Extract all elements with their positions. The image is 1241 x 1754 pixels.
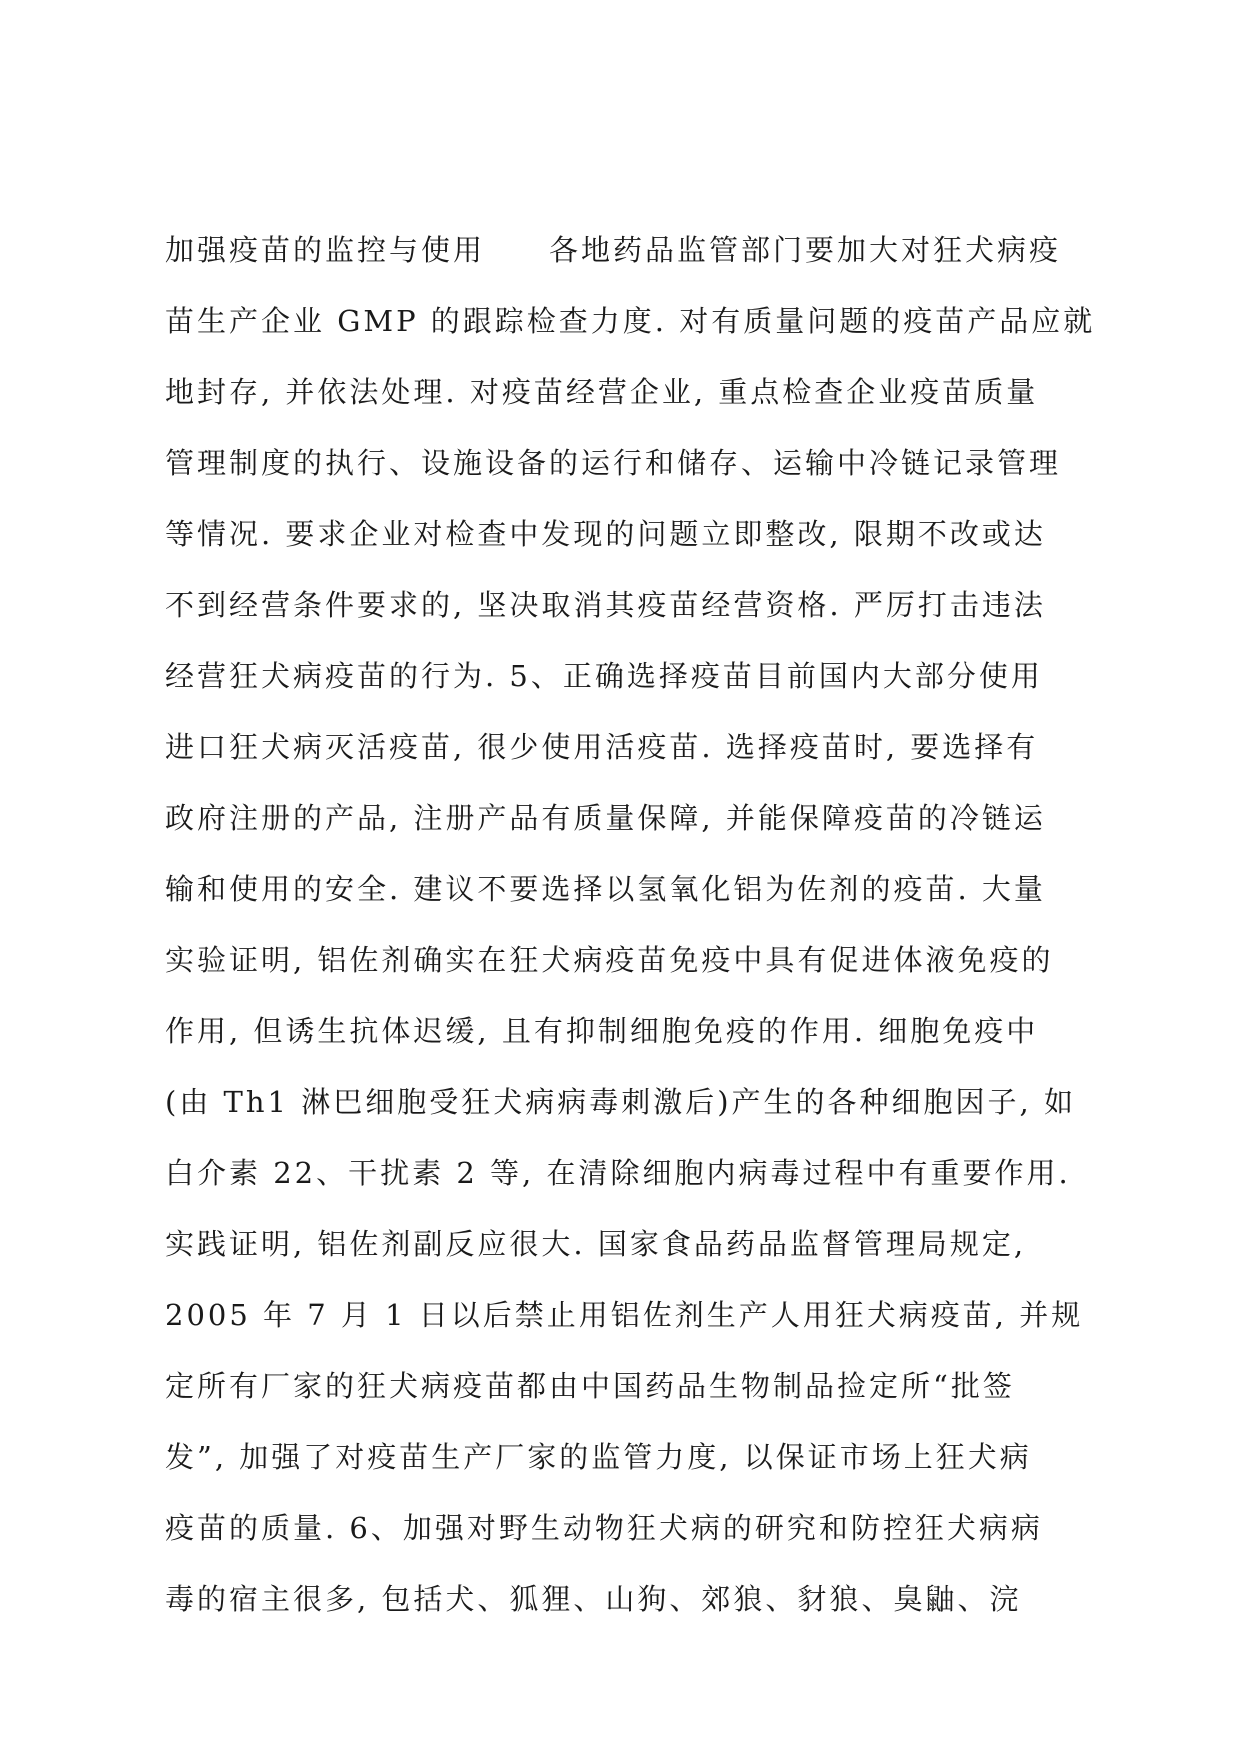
text-line-5: 等情况. 要求企业对检查中发现的问题立即整改, 限期不改或达	[165, 517, 1046, 551]
text-line-15: 实践证明, 铝佐剂副反应很大. 国家食品药品监督管理局规定,	[165, 1227, 1027, 1261]
body-text	[165, 226, 1095, 1646]
text-line-11: 实验证明, 铝佐剂确实在狂犬病疫苗免疫中具有促进体液免疫的	[165, 943, 1054, 977]
text-line-8: 进口狂犬病灭活疫苗, 很少使用活疫苗. 选择疫苗时, 要选择有	[165, 730, 1039, 764]
text-line-2: 苗生产企业 GMP 的跟踪检查力度. 对有质量问题的疫苗产品应就	[165, 304, 1096, 338]
text-line-4: 管理制度的执行、设施设备的运行和储存、运输中冷链记录管理	[165, 446, 1062, 480]
text-line-10: 输和使用的安全. 建议不要选择以氢氧化铝为佐剂的疫苗. 大量	[165, 872, 1046, 906]
text-line-14: 白介素 22、干扰素 2 等, 在清除细胞内病毒过程中有重要作用.	[165, 1156, 1071, 1190]
text-line-7: 经营狂犬病疫苗的行为. 5、正确选择疫苗目前国内大部分使用	[165, 659, 1043, 693]
text-line-20: 毒的宿主很多, 包括犬、狐狸、山狗、郊狼、豺狼、臭鼬、浣	[165, 1582, 1022, 1616]
text-line-9: 政府注册的产品, 注册产品有质量保障, 并能保障疫苗的冷链运	[165, 801, 1046, 835]
text-line-19: 疫苗的质量. 6、加强对野生动物狂犬病的研究和防控狂犬病病	[165, 1511, 1043, 1545]
text-line-3: 地封存, 并依法处理. 对疫苗经营企业, 重点检查企业疫苗质量	[165, 375, 1039, 409]
text-line-16: 2005 年 7 月 1 日以后禁止用铝佐剂生产人用狂犬病疫苗, 并规	[165, 1298, 1084, 1332]
text-line-6: 不到经营条件要求的, 坚决取消其疫苗经营资格. 严厉打击违法	[165, 588, 1046, 622]
text-line-1: 加强疫苗的监控与使用 各地药品监管部门要加大对狂犬病疫	[165, 233, 1062, 267]
text-line-18: 发”, 加强了对疫苗生产厂家的监管力度, 以保证市场上狂犬病	[165, 1440, 1032, 1474]
text-line-13: (由 Th1 淋巴细胞受狂犬病病毒刺激后)产生的各种细胞因子, 如	[165, 1085, 1076, 1119]
text-line-12: 作用, 但诱生抗体迟缓, 且有抑制细胞免疫的作用. 细胞免疫中	[165, 1014, 1039, 1048]
text-line-17: 定所有厂家的狂犬病疫苗都由中国药品生物制品捡定所“批签	[165, 1369, 1015, 1403]
